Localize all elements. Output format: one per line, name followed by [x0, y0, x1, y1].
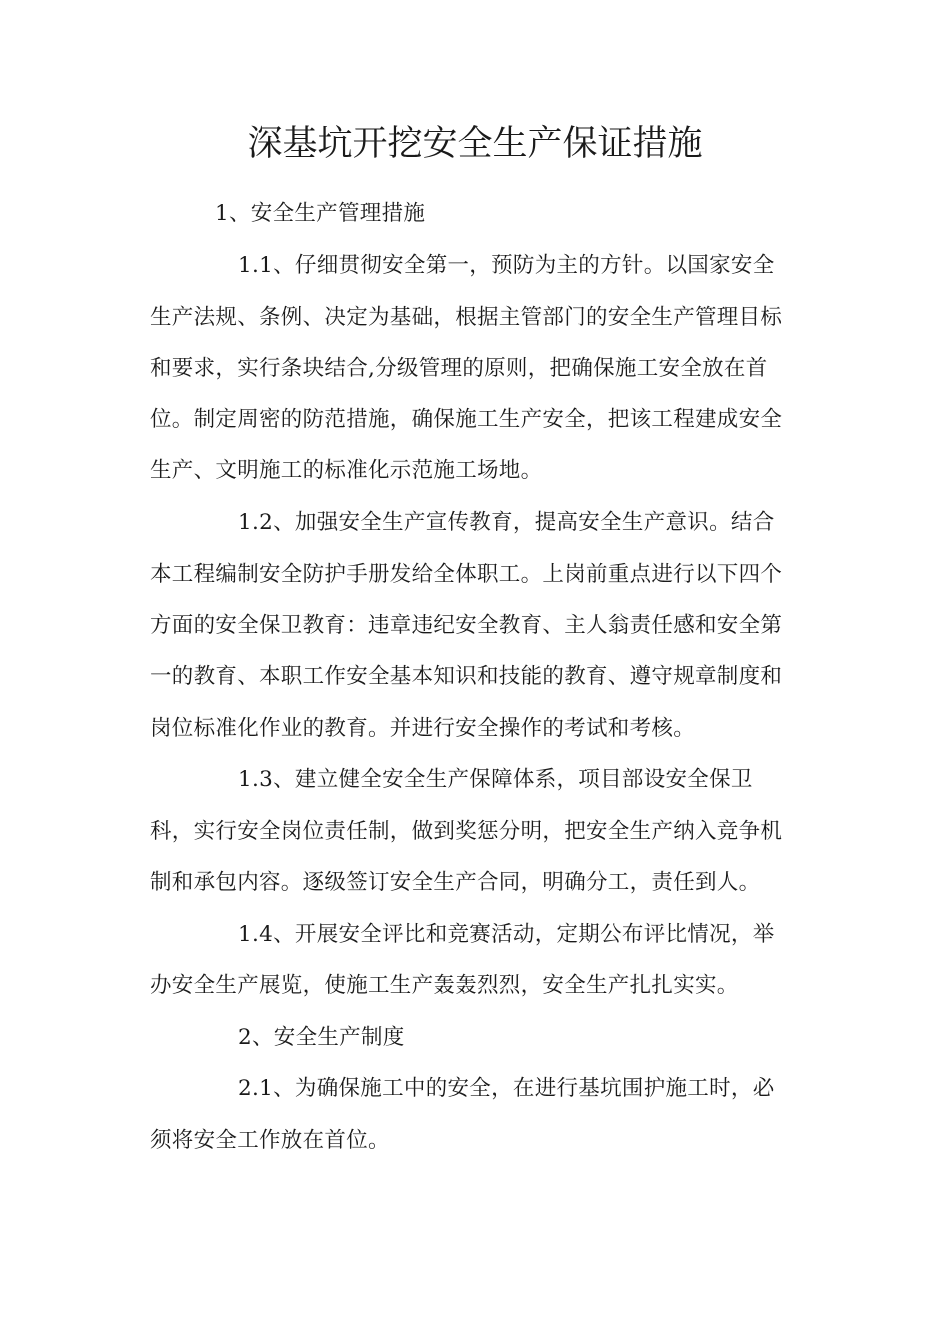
paragraph-1-2-line-1: 1.2、加强安全生产宣传教育，提高安全生产意识。结合	[238, 510, 775, 535]
paragraph-2-1-line-1: 2.1、为确保施工中的安全，在进行基坑围护施工时，必	[238, 1076, 775, 1101]
paragraph-1-4-line-1: 1.4、开展安全评比和竞赛活动，定期公布评比情况，举	[238, 922, 775, 947]
paragraph-1-1-line-4: 位。制定周密的防范措施，确保施工生产安全，把该工程建成安全	[150, 407, 783, 432]
paragraph-2-1-line-2: 须将安全工作放在首位。	[150, 1128, 390, 1153]
paragraph-1-1-line-1: 1.1、仔细贯彻安全第一，预防为主的方针。以国家安全	[238, 253, 775, 278]
paragraph-1-2-line-4: 一的教育、本职工作安全基本知识和技能的教育、遵守规章制度和	[150, 664, 783, 689]
paragraph-1-2-line-5: 岗位标准化作业的教育。并进行安全操作的考试和考核。	[150, 716, 696, 741]
section-heading-2: 2、安全生产制度	[238, 1025, 405, 1050]
paragraph-1-3-line-1: 1.3、建立健全安全生产保障体系，项目部设安全保卫	[238, 767, 753, 792]
paragraph-1-1-line-5: 生产、文明施工的标准化示范施工场地。	[150, 458, 543, 483]
paragraph-1-2-line-2: 本工程编制安全防护手册发给全体职工。上岗前重点进行以下四个	[150, 562, 783, 587]
section-heading-1: 1、安全生产管理措施	[215, 201, 426, 226]
paragraph-1-4-line-2: 办安全生产展览，使施工生产轰轰烈烈，安全生产扎扎实实。	[150, 973, 739, 998]
document-title: 深基坑开挖安全生产保证措施	[247, 124, 703, 164]
paragraph-1-3-line-3: 制和承包内容。逐级签订安全生产合同，明确分工，责任到人。	[150, 870, 761, 895]
paragraph-1-3-line-2: 科，实行安全岗位责任制，做到奖惩分明，把安全生产纳入竞争机	[150, 819, 783, 844]
paragraph-1-1-line-2: 生产法规、条例、决定为基础，根据主管部门的安全生产管理目标	[150, 305, 783, 330]
paragraph-1-2-line-3: 方面的安全保卫教育：违章违纪安全教育、主人翁责任感和安全第	[150, 613, 783, 638]
paragraph-1-1-line-3: 和要求，实行条块结合,分级管理的原则，把确保施工安全放在首	[150, 356, 768, 381]
